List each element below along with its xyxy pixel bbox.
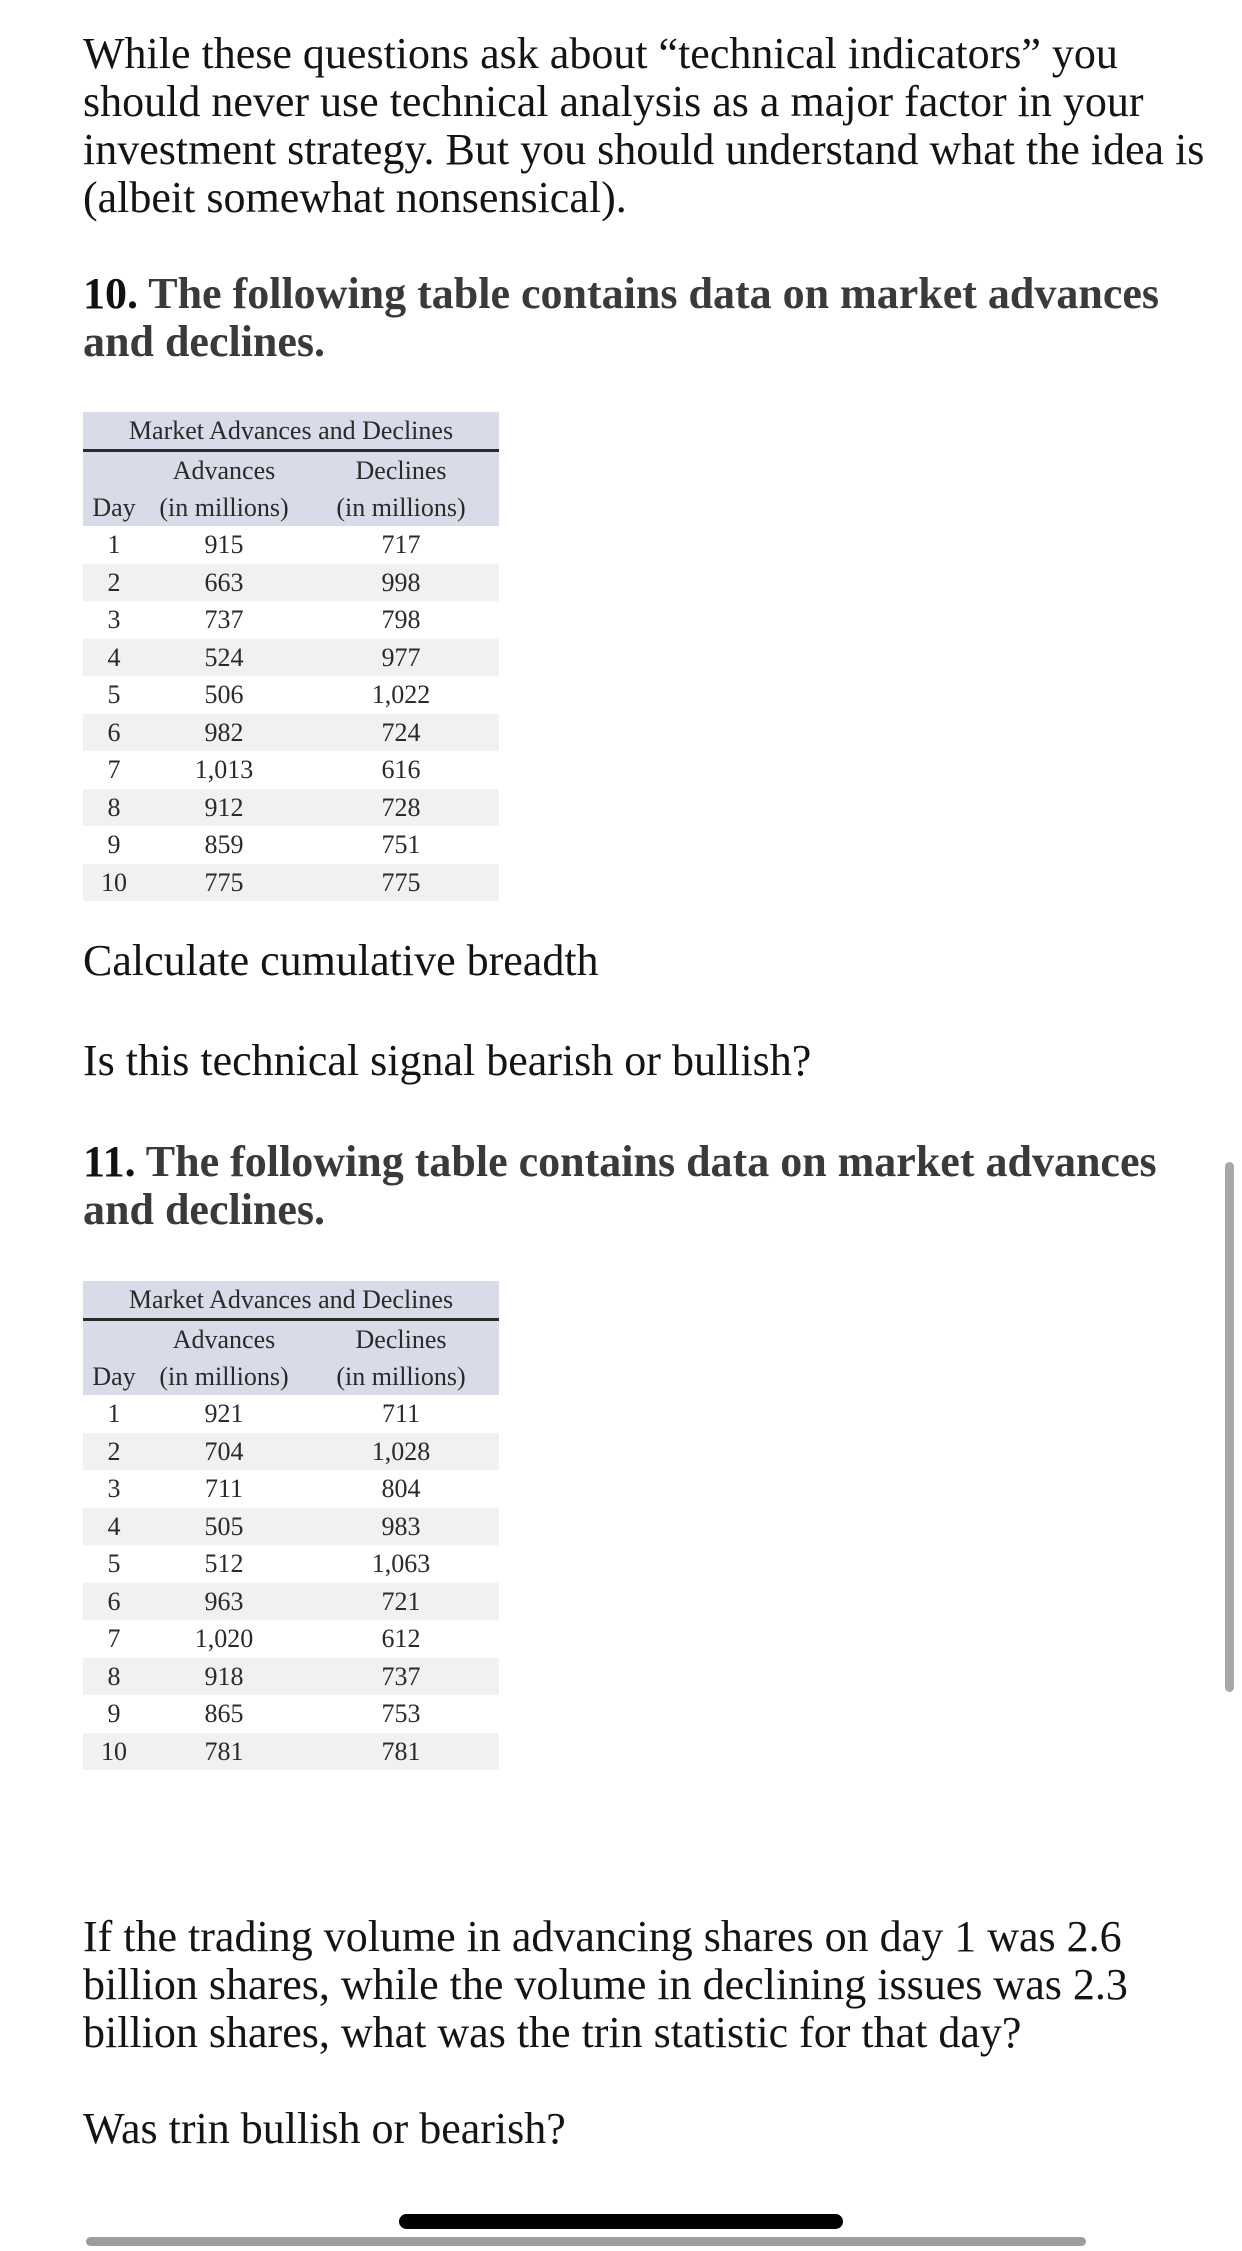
cell-dec: 737 bbox=[381, 1661, 421, 1691]
cell-dec: 721 bbox=[381, 1586, 421, 1616]
cell-dec: 1,063 bbox=[371, 1549, 431, 1578]
table-row bbox=[83, 1470, 499, 1508]
cell-adv: 505 bbox=[204, 1511, 244, 1541]
table-row bbox=[83, 526, 499, 564]
question-10-text: The following table contains data on market advances and declines. bbox=[83, 269, 1160, 366]
cell-dec: 983 bbox=[381, 1511, 421, 1541]
home-indicator[interactable] bbox=[399, 2214, 843, 2229]
table-row bbox=[83, 1545, 499, 1583]
header-advances: Advances (in millions) bbox=[159, 456, 289, 522]
cell-day: 8 bbox=[107, 792, 121, 822]
cell-adv: 982 bbox=[204, 717, 244, 747]
cell-adv: 1,013 bbox=[194, 755, 254, 784]
cell-adv: 663 bbox=[204, 567, 244, 597]
cell-adv: 775 bbox=[204, 867, 244, 897]
cell-day: 3 bbox=[107, 1474, 121, 1503]
header-day: Day bbox=[92, 493, 136, 522]
cell-day: 1 bbox=[107, 1399, 121, 1428]
table-row bbox=[83, 1733, 499, 1771]
cell-dec: 1,022 bbox=[371, 680, 431, 709]
cell-adv: 865 bbox=[204, 1699, 244, 1728]
question-11-text: The following table contains data on market advances and declines. bbox=[83, 1137, 1157, 1234]
cell-day: 8 bbox=[107, 1661, 121, 1691]
cell-dec: 612 bbox=[381, 1624, 421, 1653]
cell-adv: 859 bbox=[204, 830, 244, 859]
question-11-table bbox=[83, 1281, 499, 1770]
cell-dec: 977 bbox=[381, 642, 421, 672]
table-row bbox=[83, 714, 499, 752]
horizontal-scrollbar[interactable] bbox=[86, 2237, 1086, 2246]
table-row bbox=[83, 1695, 499, 1733]
question-10-number: 10. bbox=[83, 269, 138, 318]
question-11-heading bbox=[83, 1138, 1233, 1234]
cell-day: 10 bbox=[101, 867, 127, 897]
cell-dec: 728 bbox=[381, 792, 421, 822]
question-11-prompt-2: Was trin bullish or bearish? bbox=[83, 2104, 566, 2153]
cell-day: 2 bbox=[107, 567, 121, 597]
cell-dec: 616 bbox=[381, 755, 421, 784]
cell-dec: 775 bbox=[381, 867, 421, 897]
cell-adv: 781 bbox=[204, 1736, 244, 1766]
cell-dec: 711 bbox=[381, 1399, 421, 1428]
table-caption: Market Advances and Declines bbox=[83, 412, 499, 452]
question-10-prompt-1: Calculate cumulative breadth bbox=[83, 936, 599, 985]
question-10-table bbox=[83, 412, 499, 901]
cell-day: 3 bbox=[107, 605, 121, 634]
cell-adv: 915 bbox=[204, 530, 244, 559]
cell-day: 6 bbox=[107, 1586, 121, 1616]
cell-day: 1 bbox=[107, 530, 121, 559]
header-advances: Advances (in millions) bbox=[159, 1325, 289, 1391]
cell-adv: 912 bbox=[204, 792, 244, 822]
question-10-prompt-2: Is this technical signal bearish or bullish? bbox=[83, 1036, 812, 1085]
vertical-scrollbar[interactable] bbox=[1225, 1162, 1234, 1692]
table-row bbox=[83, 1620, 499, 1658]
table-row bbox=[83, 1658, 499, 1696]
table-row bbox=[83, 789, 499, 827]
cell-dec: 998 bbox=[381, 567, 421, 597]
cell-dec: 1,028 bbox=[371, 1436, 431, 1466]
cell-adv: 506 bbox=[204, 680, 244, 709]
table-body bbox=[83, 1395, 499, 1770]
cell-dec: 781 bbox=[381, 1736, 421, 1766]
table-row bbox=[83, 751, 499, 789]
cell-dec: 804 bbox=[381, 1474, 421, 1503]
table-caption: Market Advances and Declines bbox=[83, 1281, 499, 1321]
table-row bbox=[83, 1583, 499, 1621]
cell-day: 5 bbox=[107, 680, 121, 709]
cell-adv: 704 bbox=[204, 1436, 244, 1466]
cell-adv: 921 bbox=[204, 1399, 244, 1428]
cell-dec: 798 bbox=[381, 605, 421, 634]
table-header bbox=[83, 452, 499, 526]
table-row bbox=[83, 1395, 499, 1433]
question-11-number: 11. bbox=[83, 1137, 136, 1186]
header-declines: Declines (in millions) bbox=[336, 1325, 466, 1391]
cell-adv: 524 bbox=[204, 642, 244, 672]
table-row bbox=[83, 826, 499, 864]
cell-adv: 512 bbox=[204, 1549, 244, 1578]
cell-adv: 711 bbox=[204, 1474, 244, 1503]
cell-day: 7 bbox=[107, 1624, 121, 1653]
table-header bbox=[83, 1321, 499, 1395]
cell-day: 5 bbox=[107, 1549, 121, 1578]
question-10-heading bbox=[83, 270, 1233, 366]
table-row bbox=[83, 1433, 499, 1471]
cell-day: 9 bbox=[107, 1699, 121, 1728]
cell-day: 2 bbox=[107, 1436, 121, 1466]
intro-paragraph: While these questions ask about “technical indicators” you should never use technical analysis as a major factor in your investment strategy. But you should understand what the idea is (albeit somewhat nonsensical). bbox=[83, 29, 1205, 222]
cell-adv: 918 bbox=[204, 1661, 244, 1691]
table-row bbox=[83, 639, 499, 677]
cell-day: 4 bbox=[107, 1511, 121, 1541]
table-row bbox=[83, 864, 499, 902]
cell-day: 6 bbox=[107, 717, 121, 747]
table-row bbox=[83, 676, 499, 714]
cell-day: 4 bbox=[107, 642, 121, 672]
cell-adv: 963 bbox=[204, 1586, 244, 1616]
cell-dec: 724 bbox=[381, 717, 421, 747]
question-11-prompt-1: If the trading volume in advancing shares on day 1 was 2.6 billion shares, while the volume in declining issues was 2.3 billion shares, what was the trin statistic for that day? bbox=[83, 1912, 1128, 2057]
cell-dec: 753 bbox=[381, 1699, 421, 1728]
cell-dec: 751 bbox=[381, 830, 421, 859]
cell-dec: 717 bbox=[381, 530, 421, 559]
table-row bbox=[83, 564, 499, 602]
cell-adv: 1,020 bbox=[194, 1624, 254, 1653]
table-row bbox=[83, 601, 499, 639]
cell-day: 7 bbox=[107, 755, 121, 784]
header-declines: Declines (in millions) bbox=[336, 456, 466, 522]
table-row bbox=[83, 1508, 499, 1546]
cell-day: 9 bbox=[107, 830, 121, 859]
cell-adv: 737 bbox=[204, 605, 244, 634]
header-day: Day bbox=[92, 1362, 136, 1391]
table-body bbox=[83, 526, 499, 901]
cell-day: 10 bbox=[101, 1736, 127, 1766]
